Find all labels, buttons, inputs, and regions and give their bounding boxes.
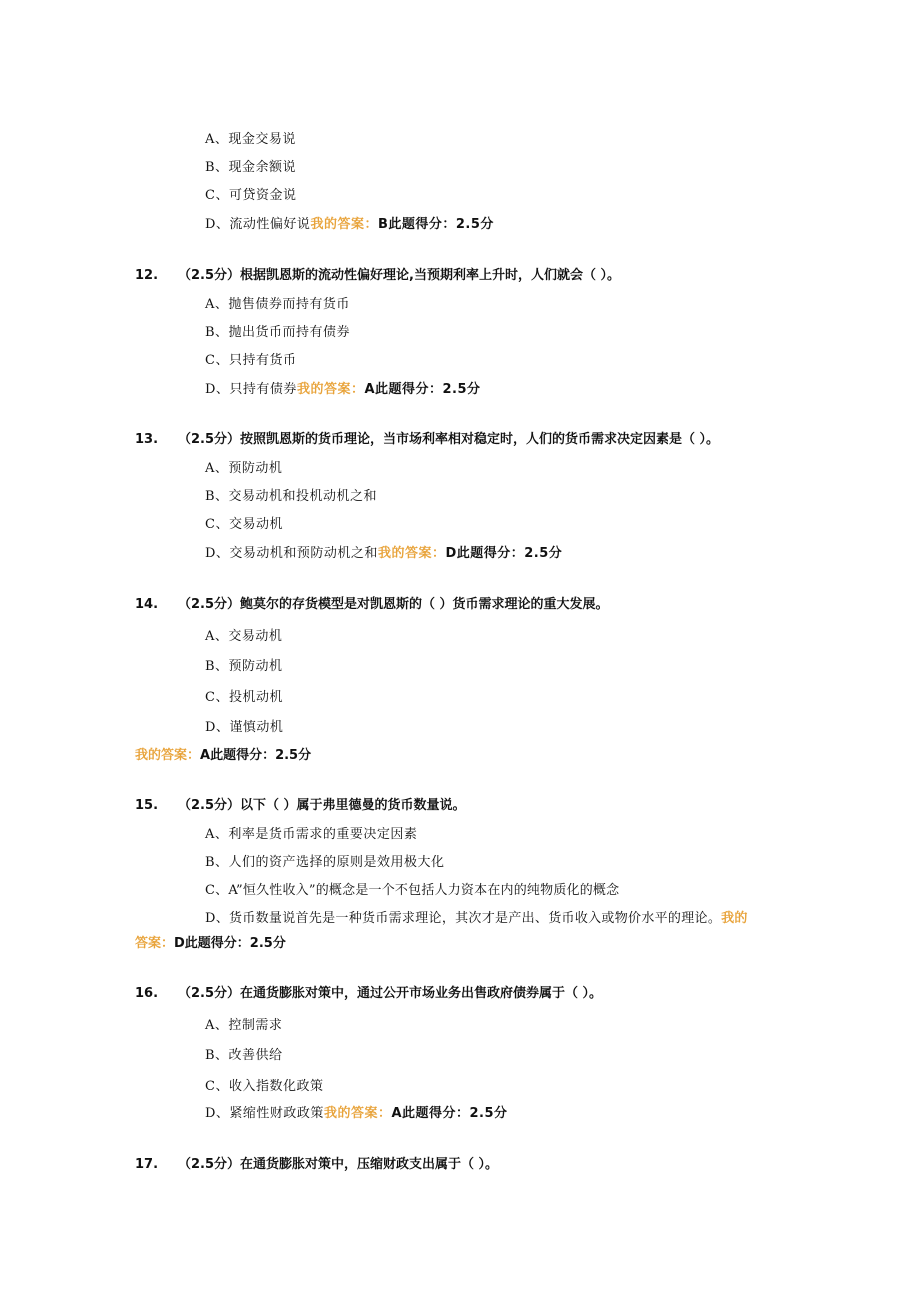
q12-number: 12.	[135, 268, 159, 283]
q13-option-c: C、交易动机	[205, 517, 283, 532]
q15-answer	[135, 935, 286, 953]
q16-answer-result: A此题得分：2.5分	[391, 1106, 508, 1121]
q16-option-a: A、控制需求	[205, 1018, 283, 1033]
q15-option-a: A、利率是货币需求的重要决定因素	[205, 827, 418, 842]
q14-number: 14.	[135, 597, 159, 612]
q14-option-c: C、投机动机	[205, 690, 283, 705]
q14-answer-label: 我的答案：	[135, 748, 201, 763]
q12-option-c: C、只持有货币	[205, 353, 297, 368]
q14-text: （2.5分）鲍莫尔的存货模型是对凯恩斯的（ ）货币需求理论的重大发展。	[178, 597, 609, 612]
q13-option-d: D、交易动机和预防动机之和	[205, 546, 378, 561]
q11-option-a: A、现金交易说	[205, 132, 296, 147]
q14-answer	[135, 747, 311, 765]
q14-option-d: D、谨慎动机	[205, 720, 284, 735]
q12-answer-label: 我的答案：	[296, 382, 365, 397]
q14-option-b: B、预防动机	[205, 659, 283, 674]
q15-answer-label-part2: 答案：	[135, 936, 175, 951]
q14-answer-result: A此题得分：2.5分	[200, 748, 312, 763]
q13-answer-result: D此题得分：2.5分	[445, 546, 563, 561]
q13-answer-label: 我的答案：	[377, 546, 446, 561]
q15-option-c: C、A”恒久性收入”的概念是一个不包括人力资本在内的纯物质化的概念	[205, 883, 620, 898]
q17-number: 17.	[135, 1157, 159, 1172]
q16-answer-label: 我的答案：	[323, 1106, 392, 1121]
q13-option-d-with-answer	[205, 545, 562, 563]
q15-answer-result: D此题得分：2.5分	[174, 936, 286, 951]
q13-number: 13.	[135, 432, 159, 447]
q13-option-a: A、预防动机	[205, 461, 283, 476]
q13-text: （2.5分）按照凯恩斯的货币理论，当市场利率相对稳定时，人们的货币需求决定因素是（ ）。	[178, 432, 720, 447]
q11-option-c: C、可贷资金说	[205, 188, 297, 203]
q11-answer-label: 我的答案：	[310, 217, 378, 232]
q16-number: 16.	[135, 986, 159, 1001]
q15-text: （2.5分）以下（ ）属于弗里德曼的货币数量说。	[178, 798, 466, 813]
q15-option-b: B、人们的资产选择的原则是效用极大化	[205, 855, 445, 870]
q11-option-d: D、流动性偏好说	[205, 217, 311, 232]
q15-option-d-with-answer	[205, 910, 748, 928]
q12-option-d: D、只持有债券	[205, 382, 297, 397]
q15-number: 15.	[135, 798, 159, 813]
q16-option-b: B、改善供给	[205, 1048, 283, 1063]
q16-option-c: C、收入指数化政策	[205, 1079, 324, 1094]
q13-option-b: B、交易动机和投机动机之和	[205, 489, 378, 504]
q11-option-b: B、现金余额说	[205, 160, 297, 175]
q14-option-a: A、交易动机	[205, 629, 283, 644]
q15-answer-label-part1: 我的	[721, 911, 748, 926]
q16-option-d-with-answer	[205, 1105, 508, 1123]
q15-option-d: D、货币数量说首先是一种货币需求理论，其次才是产出、货币收入或物价水平的理论。	[205, 911, 722, 926]
q16-option-d: D、紧缩性财政政策	[205, 1106, 324, 1121]
q12-answer-result: A此题得分：2.5分	[364, 382, 481, 397]
q16-text: （2.5分）在通货膨胀对策中，通过公开市场业务出售政府债券属于（ ）。	[178, 986, 603, 1001]
q11-answer-result: B此题得分：2.5分	[377, 217, 494, 232]
q12-option-b: B、抛出货币而持有债券	[205, 325, 351, 340]
q12-option-a: A、抛售债券而持有货币	[205, 297, 350, 312]
q12-text: （2.5分）根据凯恩斯的流动性偏好理论,当预期利率上升时，人们就会（ ）。	[178, 268, 620, 283]
q11-option-d-with-answer	[205, 216, 494, 234]
q12-option-d-with-answer	[205, 381, 481, 399]
q17-text: （2.5分）在通货膨胀对策中，压缩财政支出属于（ ）。	[178, 1157, 499, 1172]
